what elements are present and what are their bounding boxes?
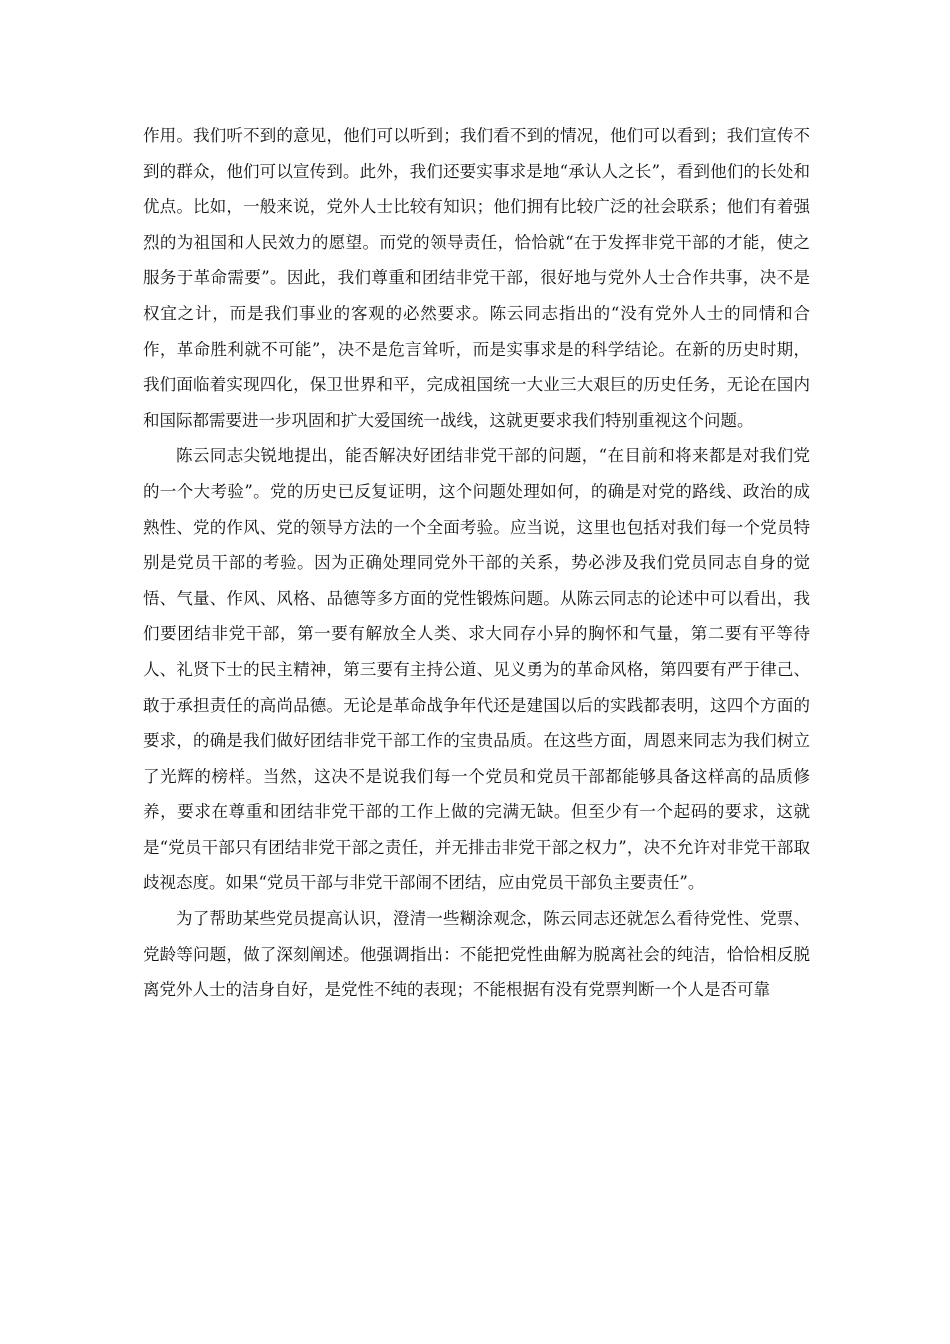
document-body (143, 118, 810, 1008)
paragraph-1: 作用。我们听不到的意见，他们可以听到；我们看不到的情况，他们可以看到；我们宣传不到的群众，他们可以宣传到。此外，我们还要实事求是地“承认人之长”，看到他们的长处和优点。比如，一般来说，党外人士比较有知识；他们拥有比较广泛的社会联系；他们有着强烈的为祖国和人民效力的愿望。而党的领导责任，恰恰就“在于发挥非党干部的才能，使之服务于革命需要”。因此，我们尊重和团结非党干部，很好地与党外人士合作共事，决不是权宜之计，而是我们事业的客观的必然要求。陈云同志指出的“没有党外人士的同情和合作，革命胜利就不可能”，决不是危言耸听，而是实事求是的科学结论。在新的历史时期，我们面临着实现四化，保卫世界和平，完成祖国统一大业三大艰巨的历史任务，无论在国内和国际都需要进一步巩固和扩大爱国统一战线，这就更要求我们特别重视这个问题。 (143, 126, 810, 430)
paragraph-3: 为了帮助某些党员提高认识，澄清一些糊涂观念，陈云同志还就怎么看待党性、党票、党龄等问题，做了深刻阐述。他强调指出：不能把党性曲解为脱离社会的纯洁，恰恰相反脱离党外人士的洁身自好，是党性不纯的表现；不能根据有没有党票判断一个人是否可靠 (143, 909, 810, 1000)
paragraph-2: 陈云同志尖锐地提出，能否解决好团结非党干部的问题，“在目前和将来都是对我们党的一个大考验”。党的历史已反复证明，这个问题处理如何，的确是对党的路线、政治的成熟性、党的作风、党的领导方法的一个全面考验。应当说，这里也包括对我们每一个党员特别是党员干部的考验。因为正确处理同党外干部的关系，势必涉及我们党员同志自身的觉悟、气量、作风、风格、品德等多方面的党性锻炼问题。从陈云同志的论述中可以看出，我们要团结非党干部，第一要有解放全人类、求大同存小异的胸怀和气量，第二要有平等待人、礼贤下士的民主精神，第三要有主持公道、见义勇为的革命风格，第四要有严于律己、敢于承担责任的高尚品德。无论是革命战争年代还是建国以后的实践都表明，这四个方面的要求，的确是我们做好团结非党干部工作的宝贵品质。在这些方面，周恩来同志为我们树立了光辉的榜样。当然，这决不是说我们每一个党员和党员干部都能够具备这样高的品质修养，要求在尊重和团结非党干部的工作上做的完满无缺。但至少有一个起码的要求，这就是“党员干部只有团结非党干部之责任，并无排击非党干部之权力”，决不允许对非党干部取歧视态度。如果“党员干部与非党干部闹不团结，应由党员干部负主要责任”。 (143, 446, 810, 893)
